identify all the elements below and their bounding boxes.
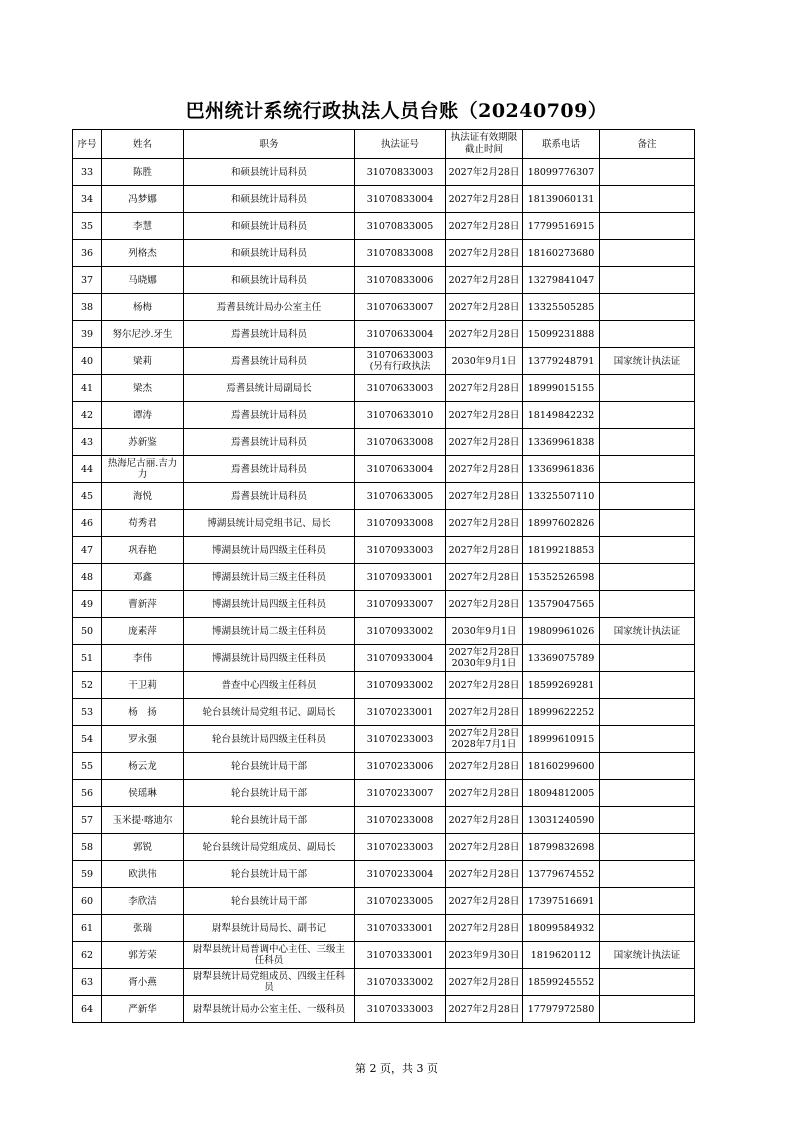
table-row (73, 888, 695, 915)
position-cell: 博湖县统计局三级主任科员 (184, 564, 355, 591)
remarks-cell (600, 726, 695, 753)
table-row (73, 375, 695, 402)
license-expiry-cell: 2027年2月28日 (446, 213, 523, 240)
remarks-cell (600, 753, 695, 780)
staff-name-cell: 张瑞 (102, 915, 184, 942)
staff-name-cell: 梁杰 (102, 375, 184, 402)
position-cell: 和硕县统计局科员 (184, 213, 355, 240)
position-cell: 博湖县统计局四级主任科员 (184, 591, 355, 618)
remarks-cell (600, 483, 695, 510)
column-header: 备注 (600, 130, 695, 159)
license-expiry-cell: 2027年2月28日 (446, 483, 523, 510)
table-row (73, 969, 695, 996)
row-number-cell: 46 (73, 510, 102, 537)
license-expiry-cell: 2027年2月28日 (446, 240, 523, 267)
table-row (73, 834, 695, 861)
phone-number-cell: 15352526598 (523, 564, 600, 591)
row-number-cell: 48 (73, 564, 102, 591)
table-header-row (73, 130, 695, 159)
staff-name-cell: 侯瑶琳 (102, 780, 184, 807)
staff-name-cell: 李慧 (102, 213, 184, 240)
license-expiry-cell: 2027年2月28日 (446, 402, 523, 429)
license-expiry-cell: 2027年2月28日 (446, 456, 523, 483)
phone-number-cell: 13779674552 (523, 861, 600, 888)
license-number-cell: 31070333001 (355, 915, 446, 942)
license-number-cell: 31070233006 (355, 753, 446, 780)
license-expiry-cell: 2027年2月28日 (446, 780, 523, 807)
license-number-cell: 31070933001 (355, 564, 446, 591)
position-cell: 焉耆县统计局科员 (184, 456, 355, 483)
phone-number-cell: 18099584932 (523, 915, 600, 942)
staff-name-cell: 曹新萍 (102, 591, 184, 618)
position-cell: 轮台县统计局党组书记、副局长 (184, 699, 355, 726)
staff-name-cell: 海悦 (102, 483, 184, 510)
row-number-cell: 54 (73, 726, 102, 753)
phone-number-cell: 13369961838 (523, 429, 600, 456)
license-expiry-cell: 2027年2月28日 2028年7月1日 (446, 726, 523, 753)
phone-number-cell: 13279841047 (523, 267, 600, 294)
position-cell: 焉耆县统计局科员 (184, 483, 355, 510)
license-expiry-cell: 2027年2月28日 (446, 429, 523, 456)
license-expiry-cell: 2027年2月28日 (446, 834, 523, 861)
license-expiry-cell: 2027年2月28日 2030年9月1日 (446, 645, 523, 672)
table-row (73, 159, 695, 186)
table-row (73, 618, 695, 645)
staff-name-cell: 杨 扬 (102, 699, 184, 726)
license-number-cell: 31070633003 (另有行政执法 (355, 348, 446, 375)
row-number-cell: 47 (73, 537, 102, 564)
position-cell: 焉耆县统计局科员 (184, 429, 355, 456)
staff-name-cell: 努尔尼沙.牙生 (102, 321, 184, 348)
remarks-cell (600, 456, 695, 483)
table-row (73, 213, 695, 240)
remarks-cell (600, 429, 695, 456)
staff-name-cell: 干卫莉 (102, 672, 184, 699)
page-title: 巴州统计系统行政执法人员台账（20240709） (185, 100, 608, 122)
remarks-cell (600, 861, 695, 888)
license-number-cell: 31070633004 (355, 456, 446, 483)
phone-number-cell: 18099776307 (523, 159, 600, 186)
license-expiry-cell: 2027年2月28日 (446, 888, 523, 915)
row-number-cell: 49 (73, 591, 102, 618)
remarks-cell (600, 510, 695, 537)
position-cell: 和硕县统计局科员 (184, 240, 355, 267)
position-cell: 博湖县统计局四级主任科员 (184, 645, 355, 672)
table-row (73, 942, 695, 969)
phone-number-cell: 13325505285 (523, 294, 600, 321)
table-row (73, 321, 695, 348)
phone-number-cell: 1819620112 (523, 942, 600, 969)
row-number-cell: 37 (73, 267, 102, 294)
remarks-cell (600, 267, 695, 294)
position-cell: 焉耆县统计局副局长 (184, 375, 355, 402)
row-number-cell: 57 (73, 807, 102, 834)
position-cell: 焉耆县统计局科员 (184, 402, 355, 429)
row-number-cell: 38 (73, 294, 102, 321)
position-cell: 焉耆县统计局办公室主任 (184, 294, 355, 321)
license-expiry-cell: 2027年2月28日 (446, 267, 523, 294)
staff-name-cell: 梁莉 (102, 348, 184, 375)
remarks-cell: 国家统计执法证 (600, 348, 695, 375)
license-expiry-cell: 2027年2月28日 (446, 159, 523, 186)
remarks-cell (600, 888, 695, 915)
remarks-cell (600, 807, 695, 834)
remarks-cell (600, 375, 695, 402)
position-cell: 尉犁县统计局党组成员、四级主任科 员 (184, 969, 355, 996)
license-number-cell: 31070933002 (355, 618, 446, 645)
staff-name-cell: 李欣洁 (102, 888, 184, 915)
license-number-cell: 31070933007 (355, 591, 446, 618)
table-row (73, 429, 695, 456)
phone-number-cell: 13369961836 (523, 456, 600, 483)
table-row (73, 645, 695, 672)
table-row (73, 915, 695, 942)
table-row (73, 780, 695, 807)
license-number-cell: 31070633008 (355, 429, 446, 456)
license-number-cell: 31070933008 (355, 510, 446, 537)
phone-number-cell: 18199218853 (523, 537, 600, 564)
table-row (73, 402, 695, 429)
row-number-cell: 59 (73, 861, 102, 888)
position-cell: 博湖县统计局四级主任科员 (184, 537, 355, 564)
staff-name-cell: 热海尼古丽.吉力 力 (102, 456, 184, 483)
row-number-cell: 40 (73, 348, 102, 375)
phone-number-cell: 13369075789 (523, 645, 600, 672)
table-row (73, 726, 695, 753)
table-row (73, 186, 695, 213)
phone-number-cell: 17397516691 (523, 888, 600, 915)
staff-ledger-table (72, 129, 695, 1023)
table-row (73, 591, 695, 618)
license-expiry-cell: 2027年2月28日 (446, 699, 523, 726)
row-number-cell: 34 (73, 186, 102, 213)
license-number-cell: 31070833004 (355, 186, 446, 213)
staff-name-cell: 列格杰 (102, 240, 184, 267)
position-cell: 博湖县统计局二级主任科员 (184, 618, 355, 645)
license-number-cell: 31070233007 (355, 780, 446, 807)
table-row (73, 753, 695, 780)
license-expiry-cell: 2023年9月30日 (446, 942, 523, 969)
table-row (73, 996, 695, 1023)
position-cell: 轮台县统计局干部 (184, 861, 355, 888)
phone-number-cell: 18599269281 (523, 672, 600, 699)
license-number-cell: 31070233005 (355, 888, 446, 915)
row-number-cell: 62 (73, 942, 102, 969)
staff-name-cell: 郭锐 (102, 834, 184, 861)
remarks-cell (600, 969, 695, 996)
table-row (73, 510, 695, 537)
license-expiry-cell: 2027年2月28日 (446, 321, 523, 348)
remarks-cell (600, 672, 695, 699)
row-number-cell: 53 (73, 699, 102, 726)
phone-number-cell: 18160299600 (523, 753, 600, 780)
table-row (73, 267, 695, 294)
position-cell: 尉犁县统计局局长、副书记 (184, 915, 355, 942)
license-number-cell: 31070633007 (355, 294, 446, 321)
phone-number-cell: 15099231888 (523, 321, 600, 348)
license-expiry-cell: 2027年2月28日 (446, 510, 523, 537)
staff-name-cell: 李伟 (102, 645, 184, 672)
row-number-cell: 39 (73, 321, 102, 348)
position-cell: 尉犁县统计局普调中心主任、三级主 任科员 (184, 942, 355, 969)
remarks-cell: 国家统计执法证 (600, 618, 695, 645)
license-expiry-cell: 2027年2月28日 (446, 537, 523, 564)
column-header: 联系电话 (523, 130, 600, 159)
position-cell: 焉耆县统计局科员 (184, 348, 355, 375)
position-cell: 和硕县统计局科员 (184, 159, 355, 186)
license-number-cell: 31070633004 (355, 321, 446, 348)
row-number-cell: 55 (73, 753, 102, 780)
license-number-cell: 31070833005 (355, 213, 446, 240)
license-number-cell: 31070333002 (355, 969, 446, 996)
staff-name-cell: 巩春艳 (102, 537, 184, 564)
row-number-cell: 36 (73, 240, 102, 267)
remarks-cell (600, 537, 695, 564)
license-expiry-cell: 2027年2月28日 (446, 375, 523, 402)
column-header: 执法证号 (355, 130, 446, 159)
position-cell: 轮台县统计局干部 (184, 753, 355, 780)
row-number-cell: 58 (73, 834, 102, 861)
remarks-cell (600, 402, 695, 429)
remarks-cell (600, 159, 695, 186)
license-number-cell: 31070633003 (355, 375, 446, 402)
license-expiry-cell: 2027年2月28日 (446, 861, 523, 888)
table-row (73, 483, 695, 510)
position-cell: 尉犁县统计局办公室主任、一级科员 (184, 996, 355, 1023)
license-number-cell: 31070933003 (355, 537, 446, 564)
phone-number-cell: 18999622252 (523, 699, 600, 726)
remarks-cell (600, 591, 695, 618)
phone-number-cell: 18999610915 (523, 726, 600, 753)
phone-number-cell: 18599245552 (523, 969, 600, 996)
position-cell: 和硕县统计局科员 (184, 186, 355, 213)
license-expiry-cell: 2027年2月28日 (446, 969, 523, 996)
license-number-cell: 31070333001 (355, 942, 446, 969)
license-expiry-cell: 2027年2月28日 (446, 186, 523, 213)
table-row (73, 672, 695, 699)
license-expiry-cell: 2027年2月28日 (446, 591, 523, 618)
license-expiry-cell: 2027年2月28日 (446, 807, 523, 834)
license-expiry-cell: 2027年2月28日 (446, 564, 523, 591)
phone-number-cell: 18997602826 (523, 510, 600, 537)
position-cell: 轮台县统计局干部 (184, 807, 355, 834)
staff-name-cell: 邓鑫 (102, 564, 184, 591)
row-number-cell: 43 (73, 429, 102, 456)
remarks-cell (600, 321, 695, 348)
remarks-cell (600, 699, 695, 726)
staff-name-cell: 苟秀君 (102, 510, 184, 537)
license-number-cell: 31070233003 (355, 726, 446, 753)
row-number-cell: 45 (73, 483, 102, 510)
row-number-cell: 35 (73, 213, 102, 240)
phone-number-cell: 18094812005 (523, 780, 600, 807)
table-row (73, 348, 695, 375)
license-expiry-cell: 2030年9月1日 (446, 618, 523, 645)
table-row (73, 699, 695, 726)
phone-number-cell: 17799516915 (523, 213, 600, 240)
table-row (73, 564, 695, 591)
staff-name-cell: 杨梅 (102, 294, 184, 321)
row-number-cell: 50 (73, 618, 102, 645)
staff-name-cell: 郭芳荣 (102, 942, 184, 969)
license-number-cell: 31070633005 (355, 483, 446, 510)
table-row (73, 861, 695, 888)
remarks-cell (600, 213, 695, 240)
remarks-cell (600, 564, 695, 591)
license-expiry-cell: 2027年2月28日 (446, 753, 523, 780)
table-row (73, 807, 695, 834)
phone-number-cell: 18799832698 (523, 834, 600, 861)
remarks-cell (600, 240, 695, 267)
phone-number-cell: 19809961026 (523, 618, 600, 645)
position-cell: 和硕县统计局科员 (184, 267, 355, 294)
table-row (73, 456, 695, 483)
phone-number-cell: 17797972580 (523, 996, 600, 1023)
column-header: 姓名 (102, 130, 184, 159)
phone-number-cell: 13779248791 (523, 348, 600, 375)
license-expiry-cell: 2027年2月28日 (446, 672, 523, 699)
license-number-cell: 31070233004 (355, 861, 446, 888)
row-number-cell: 64 (73, 996, 102, 1023)
position-cell: 轮台县统计局党组成员、副局长 (184, 834, 355, 861)
license-expiry-cell: 2027年2月28日 (446, 915, 523, 942)
row-number-cell: 60 (73, 888, 102, 915)
page-footer: 第 2 页，共 3 页 (355, 1062, 438, 1075)
row-number-cell: 44 (73, 456, 102, 483)
remarks-cell: 国家统计执法证 (600, 942, 695, 969)
phone-number-cell: 13031240590 (523, 807, 600, 834)
row-number-cell: 42 (73, 402, 102, 429)
license-expiry-cell: 2027年2月28日 (446, 996, 523, 1023)
table-row (73, 240, 695, 267)
license-expiry-cell: 2030年9月1日 (446, 348, 523, 375)
remarks-cell (600, 915, 695, 942)
column-header: 执法证有效期限截止时间 (446, 130, 523, 159)
license-expiry-cell: 2027年2月28日 (446, 294, 523, 321)
license-number-cell: 31070233008 (355, 807, 446, 834)
staff-name-cell: 严新华 (102, 996, 184, 1023)
phone-number-cell: 13325507110 (523, 483, 600, 510)
position-cell: 轮台县统计局干部 (184, 888, 355, 915)
phone-number-cell: 18999015155 (523, 375, 600, 402)
row-number-cell: 33 (73, 159, 102, 186)
row-number-cell: 63 (73, 969, 102, 996)
phone-number-cell: 18139060131 (523, 186, 600, 213)
phone-number-cell: 13579047565 (523, 591, 600, 618)
remarks-cell (600, 996, 695, 1023)
row-number-cell: 61 (73, 915, 102, 942)
table-row (73, 537, 695, 564)
license-number-cell: 31070933004 (355, 645, 446, 672)
position-cell: 轮台县统计局干部 (184, 780, 355, 807)
staff-name-cell: 杨云龙 (102, 753, 184, 780)
staff-name-cell: 陈胜 (102, 159, 184, 186)
row-number-cell: 51 (73, 645, 102, 672)
remarks-cell (600, 834, 695, 861)
staff-name-cell: 冯梦娜 (102, 186, 184, 213)
column-header: 序号 (73, 130, 102, 159)
staff-name-cell: 马晓娜 (102, 267, 184, 294)
license-number-cell: 31070633010 (355, 402, 446, 429)
staff-name-cell: 胥小燕 (102, 969, 184, 996)
staff-name-cell: 欧洪伟 (102, 861, 184, 888)
position-cell: 普查中心四级主任科员 (184, 672, 355, 699)
license-number-cell: 31070333003 (355, 996, 446, 1023)
remarks-cell (600, 780, 695, 807)
remarks-cell (600, 645, 695, 672)
staff-name-cell: 罗永强 (102, 726, 184, 753)
staff-name-cell: 苏新鉴 (102, 429, 184, 456)
position-cell: 轮台县统计局四级主任科员 (184, 726, 355, 753)
remarks-cell (600, 186, 695, 213)
table-body (73, 159, 695, 1023)
column-header: 职务 (184, 130, 355, 159)
license-number-cell: 31070833008 (355, 240, 446, 267)
license-number-cell: 31070233003 (355, 834, 446, 861)
license-number-cell: 31070233001 (355, 699, 446, 726)
staff-name-cell: 玉米提·喀迪尔 (102, 807, 184, 834)
staff-name-cell: 庞素萍 (102, 618, 184, 645)
table-row (73, 294, 695, 321)
row-number-cell: 41 (73, 375, 102, 402)
license-number-cell: 31070833003 (355, 159, 446, 186)
license-number-cell: 31070933002 (355, 672, 446, 699)
position-cell: 焉耆县统计局科员 (184, 321, 355, 348)
position-cell: 博湖县统计局党组书记、局长 (184, 510, 355, 537)
row-number-cell: 56 (73, 780, 102, 807)
license-number-cell: 31070833006 (355, 267, 446, 294)
phone-number-cell: 18160273680 (523, 240, 600, 267)
staff-name-cell: 谭涛 (102, 402, 184, 429)
row-number-cell: 52 (73, 672, 102, 699)
remarks-cell (600, 294, 695, 321)
phone-number-cell: 18149842232 (523, 402, 600, 429)
